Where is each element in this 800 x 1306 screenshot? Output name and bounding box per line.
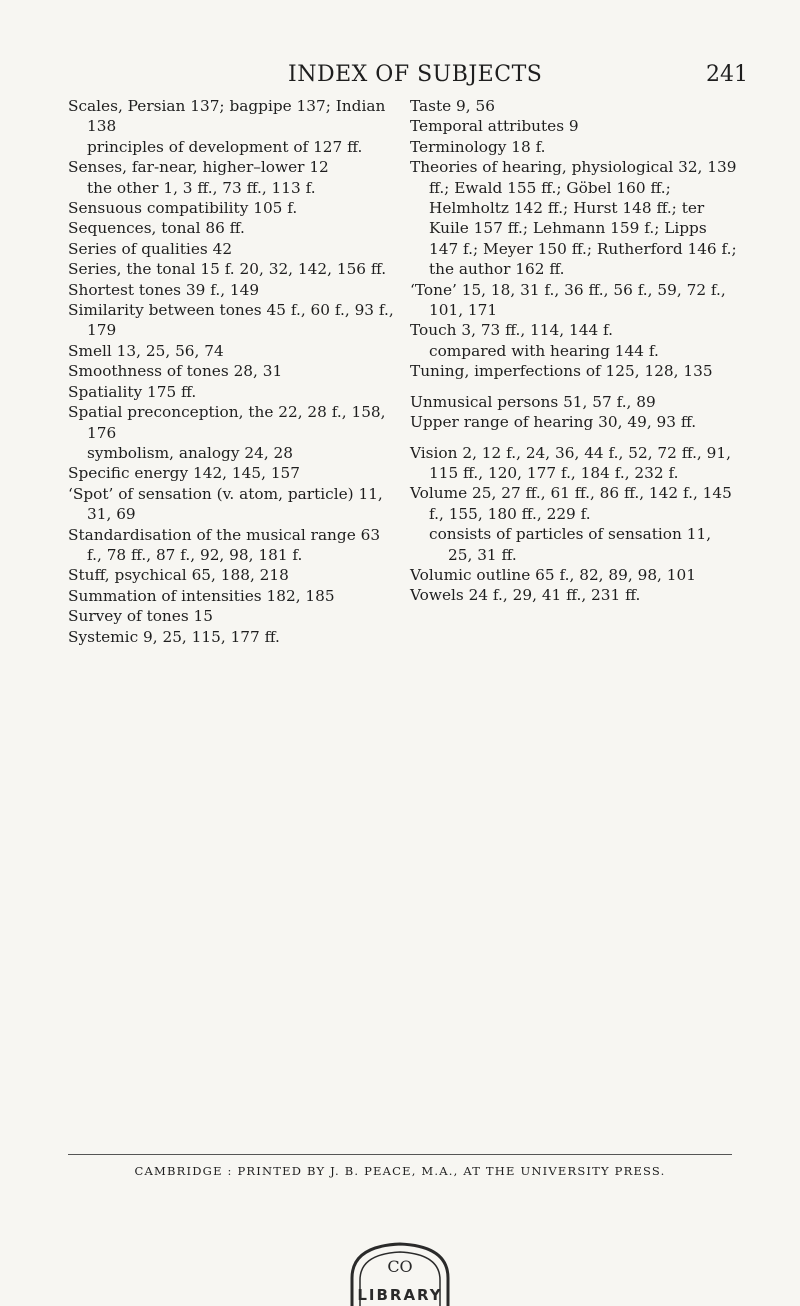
index-entry: Tuning, imperfections of 125, 128, 135 xyxy=(410,362,713,381)
index-column-left xyxy=(68,96,398,647)
index-entry: Taste 9, 56 xyxy=(410,97,495,115)
index-entry: Temporal attributes 9 xyxy=(410,117,579,136)
library-stamp xyxy=(330,1238,470,1306)
index-entry: Series of qualities 42 xyxy=(68,239,233,258)
stamp-label: LIBRARY xyxy=(357,1286,443,1304)
index-entry: Touch 3, 73 ff., 114, 144 f. xyxy=(410,321,614,340)
printer-imprint: CAMBRIDGE : PRINTED BY J. B. PEACE, M.A., AT THE UNIVERSITY PRESS. xyxy=(134,1164,666,1178)
index-entry: Smoothness of tones 28, 31 xyxy=(68,362,283,381)
index-subentry: principles of development of 127 ff. xyxy=(87,137,363,156)
index-entry: Vision 2, 12 f., 24, 36, 44 f., 52, 72 ff., 91, 115 ff., 120, 177 f., 184 f., 232 f. xyxy=(410,443,731,482)
index-entry: Volumic outline 65 f., 82, 89, 98, 101 xyxy=(410,565,696,584)
index-entry: Specific energy 142, 145, 157 xyxy=(68,464,301,483)
index-entry: Volume 25, 27 ff., 61 ff., 86 ff., 142 f., 145 f., 155, 180 ff., 229 f. xyxy=(410,484,732,523)
index-subentry: symbolism, analogy 24, 28 xyxy=(87,443,294,462)
index-entry: Spatial preconception, the 22, 28 f., 158, 176 xyxy=(68,403,386,442)
index-entry: Theories of hearing, physiological 32, 139 ff.; Ewald 155 ff.; Göbel 160 ff.; Helmholtz 142 ff.; Hurst 148 ff.; ter Kuile 157 ff.; Lehmann 159 f.; Lipps 147 f.; Meyer 150 ff.; Rutherford 146 f.; the author 162 ff. xyxy=(410,158,737,279)
index-entry: Upper range of hearing 30, 49, 93 ff. xyxy=(410,413,697,432)
running-title: INDEX OF SUBJECTS xyxy=(288,62,543,87)
index-entry: ‘Spot’ of sensation (v. atom, particle) 11, 31, 69 xyxy=(68,484,383,524)
section-gap xyxy=(410,382,740,392)
page-header xyxy=(0,62,800,92)
stamp-top-text: CO xyxy=(387,1257,413,1276)
index-entry: Stuff, psychical 65, 188, 218 xyxy=(68,566,289,585)
index-entry: Sensuous compatibility 105 f. xyxy=(68,199,298,218)
index-entry: Shortest tones 39 f., 149 xyxy=(68,280,260,299)
index-entry: Series, the tonal 15 f. 20, 32, 142, 156 ff. xyxy=(68,260,387,279)
index-entry: Unmusical persons 51, 57 f., 89 xyxy=(410,392,656,411)
index-subentry: the other 1, 3 ff., 73 ff., 113 f. xyxy=(87,178,316,197)
index-entry: Vowels 24 f., 29, 41 ff., 231 ff. xyxy=(410,586,641,605)
index-entry: Senses, far-near, higher–lower 12 xyxy=(68,158,329,177)
index-entry: Terminology 18 f. xyxy=(410,137,546,156)
index-entry: Systemic 9, 25, 115, 177 ff. xyxy=(68,627,280,646)
index-entry: Smell 13, 25, 56, 74 xyxy=(68,341,224,360)
index-subentry: compared with hearing 144 f. xyxy=(429,341,659,360)
index-entry: Standardisation of the musical range 63 f., 78 ff., 87 f., 92, 98, 181 f. xyxy=(68,525,381,564)
index-entry: Sequences, tonal 86 ff. xyxy=(68,219,245,238)
footer-rule xyxy=(68,1154,732,1155)
index-entry: Spatiality 175 ff. xyxy=(68,382,197,401)
index-entry: Summation of intensities 182, 185 xyxy=(68,586,335,605)
index-entry: ‘Tone’ 15, 18, 31 f., 36 ff., 56 f., 59, 72 f., 101, 171 xyxy=(410,280,726,320)
section-gap xyxy=(410,433,740,443)
index-entry: Similarity between tones 45 f., 60 f., 93 f., 179 xyxy=(68,301,394,340)
index-subentry: consists of particles of sensation 11, 25, 31 ff. xyxy=(429,525,712,564)
index-column-right xyxy=(410,96,740,606)
index-entry: Survey of tones 15 xyxy=(68,607,214,626)
page-number: 241 xyxy=(706,62,748,87)
index-entry: Scales, Persian 137; bagpipe 137; Indian 138 xyxy=(68,97,386,136)
